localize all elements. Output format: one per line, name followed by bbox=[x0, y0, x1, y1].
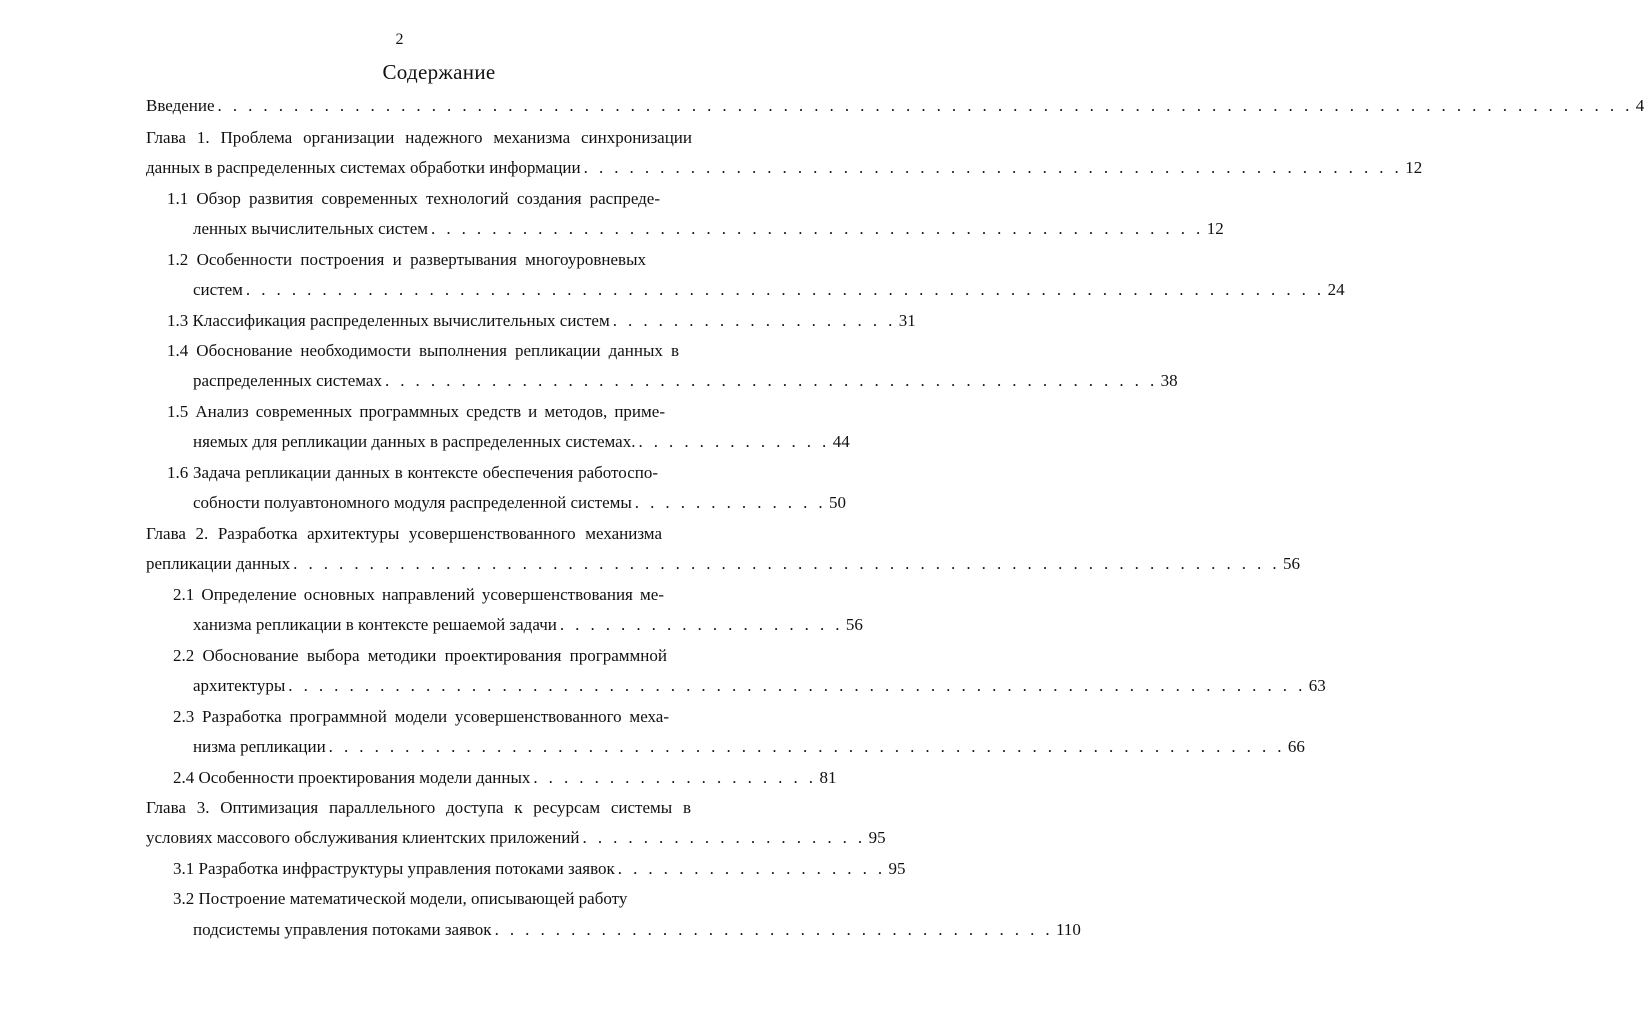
toc-page-number: 56 bbox=[845, 615, 863, 634]
toc-entry bbox=[193, 369, 1178, 393]
toc-entry bbox=[167, 309, 916, 333]
toc-entry-text: 1.2 Особенности построения и развертывания многоуровневых bbox=[167, 250, 646, 269]
toc-entry-text: 2.4 Особенности проектирования модели данных bbox=[173, 768, 531, 787]
toc-entry-text: 2.3 Разработка программной модели усовершенствованного меха- bbox=[173, 707, 669, 726]
toc-leader: . . . . . . . . . . . . . . . . . . . . . . . . . . . . . . . . . . . . . . . . . . . . . . . . . . . . . . . . . . . . . . . bbox=[328, 737, 1285, 756]
toc-page-number: 24 bbox=[1327, 280, 1345, 299]
toc-entry-text: Глава 2. Разработка архитектуры усовершенствованного механизма bbox=[146, 524, 662, 543]
toc-entry-text: архитектуры bbox=[193, 676, 286, 695]
toc-page-number: 56 bbox=[1283, 554, 1300, 573]
toc-entry-text: ленных вычислительных систем bbox=[193, 219, 429, 238]
toc-page-number: 95 bbox=[888, 859, 906, 878]
toc-entry bbox=[173, 583, 664, 607]
toc-entry bbox=[193, 430, 850, 454]
toc-leader: . . . . . . . . . . . . . . . . . . . bbox=[582, 828, 866, 847]
toc-leader: . . . . . . . . . . . . . bbox=[634, 493, 827, 512]
toc-entry-text: 1.6 Задача репликации данных в контексте обеспечения работоспо- bbox=[167, 463, 658, 482]
toc-leader: . . . . . . . . . . . . . . . . . . . . . . . . . . . . . . . . . . . . . . . . . . . . . . . . . . . . . . . . . . . . . . . . . . . bbox=[288, 676, 1306, 695]
toc-entry-text: систем bbox=[193, 280, 243, 299]
toc-entry-text: 2.1 Определение основных направлений усовершенствования ме- bbox=[173, 585, 664, 604]
page-number: 2 bbox=[395, 31, 404, 48]
toc-page-number: 95 bbox=[868, 828, 886, 847]
toc-leader: . . . . . . . . . . . . . . . . . . . bbox=[612, 311, 896, 330]
toc-entry-text: распределенных системах bbox=[193, 371, 382, 390]
toc-entry bbox=[146, 156, 1423, 180]
toc-leader: . . . . . . . . . . . . . . . . . . . . . . . . . . . . . . . . . . . . . bbox=[494, 920, 1054, 939]
toc-entry-text: 3.2 Построение математической модели, описывающей работу bbox=[173, 889, 628, 908]
toc-entry-text: подсистемы управления потоками заявок bbox=[193, 920, 492, 939]
toc-entry-text: данных в распределенных системах обработки информации bbox=[146, 158, 581, 177]
toc-entry bbox=[146, 522, 662, 546]
toc-entry bbox=[146, 94, 1644, 118]
toc-entry bbox=[146, 826, 886, 850]
toc-entry-text: 3.1 Разработка инфраструктуры управления потоками заявок bbox=[173, 859, 615, 878]
toc-entry bbox=[167, 400, 665, 424]
toc-entry bbox=[173, 705, 669, 729]
toc-entry bbox=[173, 766, 837, 790]
toc-leader: . . . . . . . . . . . . . . . . . . . . . . . . . . . . . . . . . . . . . . . . . . . . . . . . . . . . . . . . . . . . . . . . . . . . . . . bbox=[245, 280, 1325, 299]
toc-entry-text: 1.3 Классификация распределенных вычислительных систем bbox=[167, 311, 610, 330]
toc-page-number: 12 bbox=[1405, 158, 1423, 177]
toc-page-number: 66 bbox=[1287, 737, 1305, 756]
toc-leader: . . . . . . . . . . . . . . . . . . . . . . . . . . . . . . . . . . . . . . . . . . . . . . . . . . . . . . . . . . . . . . . . . bbox=[293, 554, 1280, 573]
toc-entry bbox=[193, 613, 863, 637]
toc-entry bbox=[193, 217, 1224, 241]
toc-entry bbox=[173, 857, 906, 881]
toc-entry-text: Глава 1. Проблема организации надежного механизма синхронизации bbox=[146, 128, 692, 147]
toc-page-number: 44 bbox=[832, 432, 850, 451]
toc-leader: . . . . . . . . . . . . . . . . . . . . . . . . . . . . . . . . . . . . . . . . . . . . . . . . . . . . . . . . . . . . . . . . . . . . . . . . . . . . . . . . . . . . . . . . . . . . . bbox=[217, 96, 1633, 115]
toc-page-number: 110 bbox=[1056, 920, 1081, 939]
toc-leader: . . . . . . . . . . . . . . . . . . . bbox=[559, 615, 843, 634]
toc-entry-text: собности полуавтономного модуля распределенной системы bbox=[193, 493, 632, 512]
toc-entry bbox=[146, 552, 1300, 576]
toc-entry-text: условиях массового обслуживания клиентских приложений bbox=[146, 828, 580, 847]
toc-entry-text: 2.2 Обоснование выбора методики проектирования программной bbox=[173, 646, 667, 665]
page-title: Содержание bbox=[382, 60, 496, 84]
toc-entry bbox=[146, 126, 692, 150]
toc-leader: . . . . . . . . . . . . . . . . . . . . . . . . . . . . . . . . . . . . . . . . . . . . . . . . . . . bbox=[384, 371, 1158, 390]
toc-entry bbox=[173, 887, 649, 911]
toc-entry-text: Введение bbox=[146, 96, 215, 115]
toc-entry bbox=[167, 248, 646, 272]
toc-leader: . . . . . . . . . . . . . . . . . . . bbox=[533, 768, 817, 787]
toc-leader: . . . . . . . . . . . . . . . . . . . . . . . . . . . . . . . . . . . . . . . . . . . . . . . . . . . bbox=[431, 219, 1204, 238]
toc-entry bbox=[167, 461, 658, 485]
toc-entry bbox=[173, 644, 667, 668]
toc-entry bbox=[193, 918, 1081, 942]
toc-entry bbox=[146, 796, 691, 820]
toc-page-number: 38 bbox=[1160, 371, 1178, 390]
toc-entry-text: 1.5 Анализ современных программных средств и методов, приме- bbox=[167, 402, 665, 421]
toc-entry bbox=[167, 187, 660, 211]
toc-entry-text: ханизма репликации в контексте решаемой задачи bbox=[193, 615, 557, 634]
toc-entry bbox=[193, 674, 1326, 698]
toc-page-number: 4 bbox=[1635, 96, 1644, 115]
toc-entry-text: репликации данных bbox=[146, 554, 291, 573]
toc-page-number: 12 bbox=[1206, 219, 1224, 238]
toc-entry-text: 1.1 Обзор развития современных технологий создания распреде- bbox=[167, 189, 660, 208]
toc-page-number: 31 bbox=[898, 311, 916, 330]
toc-entry bbox=[193, 278, 1345, 302]
toc-leader: . . . . . . . . . . . . . . . . . . . . . . . . . . . . . . . . . . . . . . . . . . . . . . . . . . . . . . bbox=[583, 158, 1403, 177]
toc-entry bbox=[193, 491, 847, 515]
toc-entry-text: низма репликации bbox=[193, 737, 326, 756]
toc-page-number: 81 bbox=[819, 768, 837, 787]
toc-entry bbox=[193, 735, 1305, 759]
toc-leader: . . . . . . . . . . . . . . . . . . bbox=[617, 859, 886, 878]
toc-entry bbox=[167, 339, 679, 363]
toc-leader: . . . . . . . . . . . . . bbox=[638, 432, 830, 451]
toc-entry-text: няемых для репликации данных в распределенных системах. bbox=[193, 432, 636, 451]
toc-page-number: 50 bbox=[829, 493, 847, 512]
toc-entry-text: 1.4 Обоснование необходимости выполнения репликации данных в bbox=[167, 341, 679, 360]
toc-page-number: 63 bbox=[1308, 676, 1326, 695]
toc-entry-text: Глава 3. Оптимизация параллельного доступа к ресурсам системы в bbox=[146, 798, 691, 817]
